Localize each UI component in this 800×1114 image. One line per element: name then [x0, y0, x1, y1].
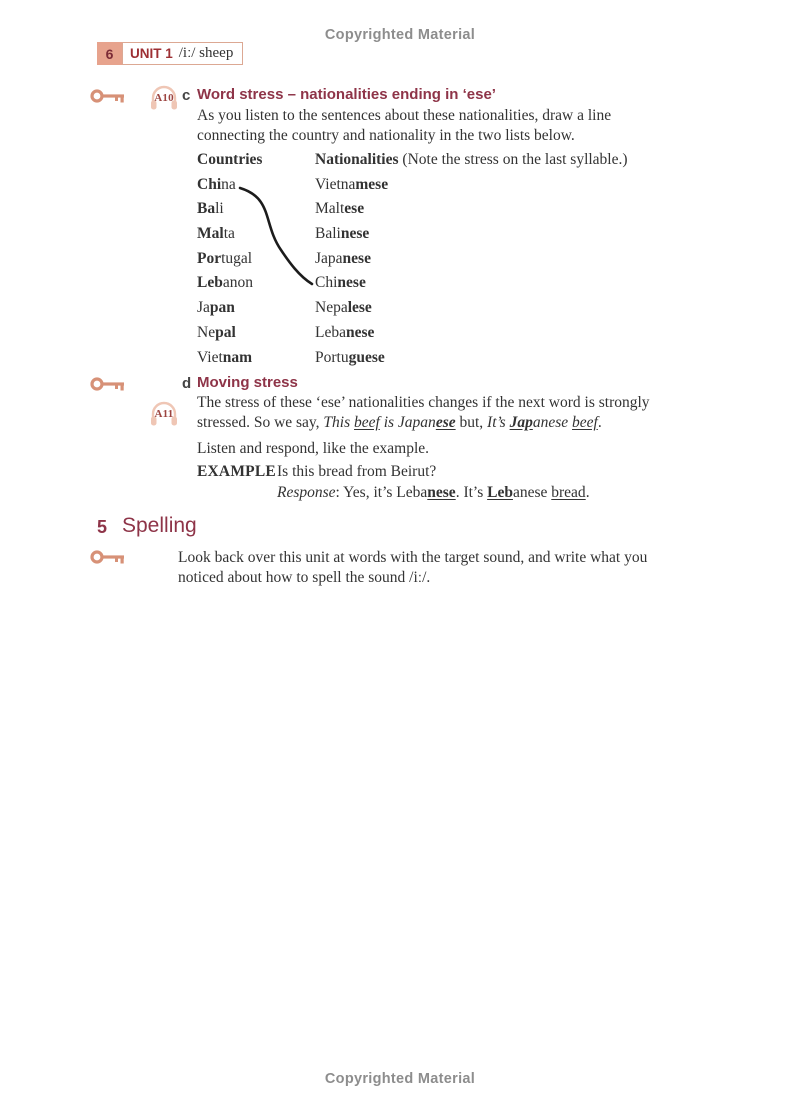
text-segment: Nepa [315, 299, 348, 317]
nationalities-stress-note: (Note the stress on the last syllable.) [398, 151, 628, 168]
exercise-letter-c: c [182, 87, 191, 104]
text-segment: ese [435, 414, 456, 431]
text-segment: Viet [197, 348, 223, 366]
text-segment: pan [209, 299, 235, 317]
text-segment: It’s [487, 414, 510, 431]
text-segment: . It’s [455, 483, 488, 501]
country-item [197, 250, 315, 275]
nationalities-column [315, 151, 628, 373]
text-segment: anon [222, 274, 253, 292]
unit-header [97, 42, 243, 65]
nationality-item [315, 200, 628, 225]
text-segment: . [585, 483, 590, 501]
matching-lists [197, 151, 628, 373]
nationalities-header-label: Nationalities [315, 151, 399, 168]
spelling-instructions: Look back over this unit at words with the target sound, and write what you noticed about how to spell the sound /iː/. [178, 549, 648, 586]
countries-list [197, 176, 315, 374]
text-segment: mese [355, 175, 389, 193]
text-segment: Leb [487, 483, 513, 501]
text-segment: guese [348, 348, 385, 366]
example-response [277, 483, 590, 504]
text-segment: Vietna [315, 175, 356, 193]
example-indent-spacer [197, 483, 277, 504]
nationality-item [315, 250, 628, 275]
example-block [197, 462, 717, 503]
text-segment: nese [340, 225, 370, 243]
exercise-d-instructions: Listen and respond, like the example. [197, 440, 430, 457]
text-segment: Por [197, 249, 222, 267]
example-label: EXAMPLE [197, 463, 276, 480]
text-segment: nese [427, 483, 456, 501]
text-segment: is Japan [379, 414, 436, 431]
text-segment: li [215, 200, 224, 218]
text-segment: tugal [221, 249, 253, 267]
text-segment: The stress of these ‘ese’ nationalities changes if the next word is strongly stressed. So we say, [197, 394, 650, 431]
nationality-item [315, 299, 628, 324]
text-segment: na [221, 175, 236, 193]
exercise-title-d: Moving stress [197, 374, 298, 391]
text-segment: beef [572, 414, 598, 431]
country-item [197, 225, 315, 250]
text-segment: nese [345, 323, 375, 341]
unit-label: UNIT 1 [130, 46, 173, 61]
nationality-item [315, 324, 628, 349]
unit-title-box [122, 42, 243, 65]
headphones-icon [149, 399, 179, 427]
exercise-title-c: Word stress – nationalities ending in ‘ese’ [197, 86, 496, 103]
text-segment: Chi [197, 175, 222, 193]
text-segment: but, [455, 414, 488, 431]
text-segment: pal [215, 323, 236, 341]
page-number: 6 [97, 42, 122, 65]
text-segment: Jap [509, 414, 533, 431]
exercise-c-instructions: As you listen to the sentences about these nationalities, draw a line connecting the country and nationality in the two lists below. [197, 107, 612, 144]
text-segment: lese [347, 299, 372, 317]
nationality-item [315, 225, 628, 250]
example-question: Is this bread from Beirut? [277, 463, 437, 480]
text-segment: Ba [197, 200, 216, 218]
key-icon [90, 547, 126, 567]
text-segment: : Yes, it’s Leba [335, 483, 428, 501]
text-segment: beef [354, 414, 380, 431]
country-item [197, 299, 315, 324]
text-segment: nese [337, 274, 366, 292]
text-segment: nese [342, 249, 371, 267]
copyright-banner-top: Copyrighted Material [324, 27, 476, 43]
key-icon [90, 374, 126, 394]
text-segment: anese [532, 414, 573, 431]
text-segment: Response [277, 483, 336, 501]
text-segment: . [597, 414, 602, 431]
text-segment: Malt [315, 200, 345, 218]
text-segment: ta [223, 225, 235, 243]
nationalities-list [315, 176, 628, 374]
section-title-spelling: Spelling [122, 514, 197, 537]
countries-column [197, 151, 315, 373]
text-segment: Leb [197, 274, 223, 292]
text-segment: Japa [315, 249, 343, 267]
headphones-icon [149, 83, 179, 111]
nationality-item [315, 349, 628, 374]
country-item [197, 324, 315, 349]
text-segment: Bali [315, 225, 341, 243]
key-icon [90, 86, 126, 106]
audio-track-label: A10 [154, 92, 174, 104]
text-segment: nam [222, 348, 253, 366]
country-item [197, 200, 315, 225]
text-segment: Mal [197, 225, 224, 243]
text-segment: Leba [315, 323, 346, 341]
exercise-d-explanation [197, 393, 702, 433]
nationality-item [315, 176, 628, 201]
text-segment: This [323, 414, 355, 431]
exercise-letter-d: d [182, 375, 192, 392]
section-number: 5 [97, 517, 108, 537]
audio-track-label: A11 [154, 408, 174, 420]
text-segment: Ja [197, 299, 210, 317]
text-segment: bread [551, 483, 586, 501]
text-segment: anese [512, 483, 552, 501]
nationality-item [315, 274, 628, 299]
text-segment: ese [344, 200, 365, 218]
text-segment: Portu [315, 348, 349, 366]
nationalities-header [315, 151, 628, 176]
countries-header: Countries [197, 151, 263, 168]
country-item [197, 349, 315, 374]
text-segment: Ne [197, 323, 216, 341]
country-item [197, 176, 315, 201]
copyright-banner-bottom: Copyrighted Material [324, 1071, 476, 1087]
text-segment: Chi [315, 274, 338, 292]
unit-phoneme-keyword: /iː/ sheep [178, 45, 234, 61]
country-item [197, 274, 315, 299]
